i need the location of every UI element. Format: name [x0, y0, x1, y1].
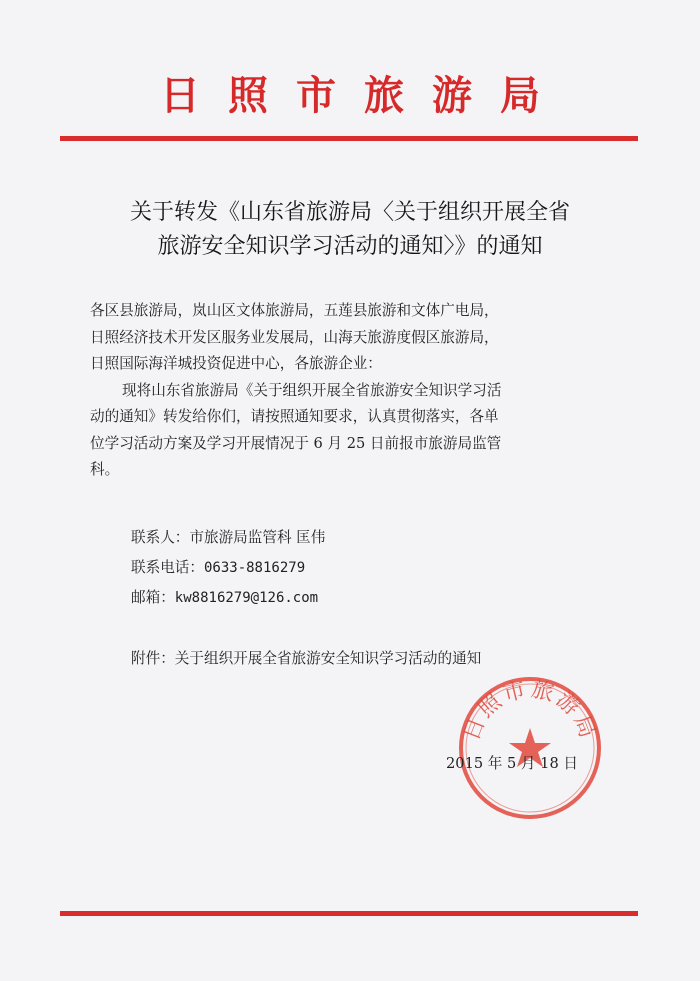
email-label: 邮箱：: [131, 589, 175, 606]
body-line: 位学习活动方案及学习开展情况于 6 月 25 日前报市旅游局监管: [90, 434, 502, 452]
footer-red-rule: [60, 911, 638, 916]
contact-block: [131, 523, 591, 614]
document-title: [60, 196, 640, 264]
contact-person: 联系人：市旅游局监管科 匡伟: [131, 529, 326, 546]
body-line: 日照国际海洋城投资促进中心，各旅游企业：: [90, 355, 382, 372]
attachment-note: 附件：关于组织开展全省旅游安全知识学习活动的通知: [131, 650, 482, 667]
seal-text: 日照市旅游局: [459, 677, 601, 745]
body-line: 各区县旅游局，岚山区文体旅游局，五莲县旅游和文体广电局，: [90, 302, 499, 319]
official-seal: [455, 673, 605, 823]
org-header: 日照市旅游局: [160, 72, 568, 119]
body-text: [90, 298, 630, 484]
phone-number: 0633-8816279: [203, 559, 306, 576]
title-line-1: 关于转发《山东省旅游局〈关于组织开展全省: [129, 200, 570, 225]
phone-label: 联系电话：: [131, 558, 204, 576]
body-line: 科。: [90, 461, 120, 478]
contact-email-row: [131, 583, 591, 614]
body-line: 日照经济技术开发区服务业发展局，山海天旅游度假区旅游局，: [90, 328, 499, 346]
title-line-2: 旅游安全知识学习活动的通知〉》的通知: [157, 234, 543, 259]
header-red-rule: [60, 136, 638, 141]
body-line: 动的通知》转发给你们，请按照通知要求，认真贯彻落实，各单: [90, 408, 499, 425]
body-line: 现将山东省旅游局《关于组织开展全省旅游安全知识学习活: [122, 381, 502, 399]
contact-phone-row: [131, 553, 591, 584]
issue-date: 2015 年 5 月 18 日: [446, 755, 578, 772]
email-address: kw8816279@126.com: [174, 590, 319, 606]
